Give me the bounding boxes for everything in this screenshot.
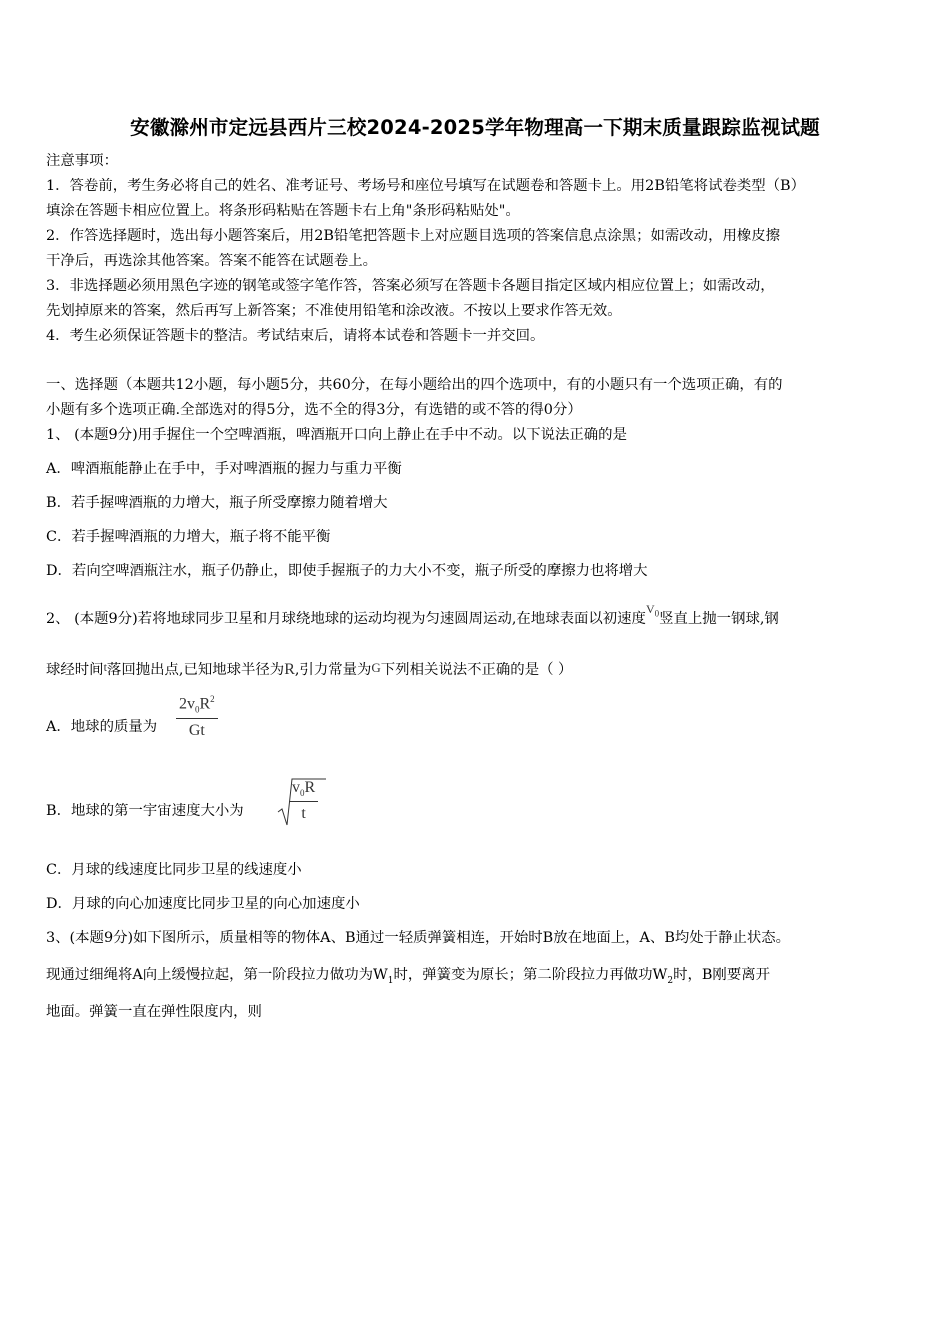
w2-subscript: 2 (667, 975, 674, 986)
g-symbol: G (371, 660, 381, 675)
numerator-r: R (199, 695, 211, 713)
notice-line: 1．答卷前，考生务必将自己的姓名、准考证号、考场号和座位号填写在试题卷和答题卡上。用2B铅笔将试卷类型（B） (46, 178, 805, 194)
q2-option-b: B．地球的第一宇宙速度大小为 (46, 803, 244, 819)
q3-stem-part: 时，B刚要离开 (673, 967, 770, 983)
q2-stem-part: 竖直上抛一钢球,钢 (659, 611, 779, 627)
fraction-denominator: t (289, 801, 318, 823)
q1-option-a: A．啤酒瓶能静止在手中，手对啤酒瓶的握力与重力平衡 (46, 461, 402, 477)
notice-heading: 注意事项： (46, 153, 118, 169)
notice-line: 4．考生必须保证答题卡的整洁。考试结束后，请将本试卷和答题卡一并交回。 (46, 328, 545, 344)
numerator-v: v (292, 779, 300, 796)
numerator-r: R (304, 779, 316, 796)
q3-stem-part: 现通过细绳将A向上缓慢拉起，第一阶段拉力做功为W (46, 967, 388, 983)
question-1-stem: 1、 (本题9分)用手握住一个空啤酒瓶，啤酒瓶开口向上静止在手中不动。以下说法正确的是 (46, 427, 627, 443)
v0-subscript: 0 (654, 608, 660, 619)
r-symbol: R (284, 661, 295, 678)
notice-line: 先划掉原来的答案，然后再写上新答案；不准使用铅笔和涂改液。不按以上要求作答无效。 (46, 303, 622, 319)
q2-stem-part: 落回抛出点,已知地球半径为 (106, 662, 285, 678)
v0-letter: V (645, 602, 655, 616)
question-3-stem-line3: 地面。弹簧一直在弹性限度内，则 (46, 1004, 262, 1020)
q2-stem-part: 球经时间 (46, 662, 104, 678)
section-heading-cont: 小题有多个选项正确.全部选对的得5分，选不全的得3分，有选错的或不答的得0分） (46, 402, 582, 418)
fraction-numerator (289, 779, 318, 801)
q3-stem-part: 时，弹簧变为原长；第二阶段拉力再做功W (393, 967, 668, 983)
question-3-stem: 3、(本题9分)如下图所示，质量相等的物体A、B通过一轻质弹簧相连，开始时B放在地面上，A、B均处于静止状态。 (46, 930, 791, 946)
notice-line: 3．非选择题必须用黑色字迹的钢笔或签字笔作答，答案必须写在答题卡各题目指定区域内相应位置上；如需改动， (46, 278, 775, 294)
page-title: 安徽滁州市定远县西片三校2024-2025学年物理高一下期末质量跟踪监视试题 (130, 116, 820, 139)
q1-option-c: C．若手握啤酒瓶的力增大，瓶子将不能平衡 (46, 529, 331, 545)
earth-mass-fraction (176, 694, 218, 740)
notice-line: 干净后，再选涂其他答案。答案不能答在试题卷上。 (46, 253, 377, 269)
t-symbol: t (103, 660, 107, 674)
exponent: 2 (210, 694, 215, 704)
question-3-stem-line2 (46, 967, 770, 987)
q2-stem-part: 下列相关说法不正确的是（ ） (380, 662, 573, 678)
q2-stem-part: 2、 (本题9分)若将地球同步卫星和月球绕地球的运动均视为匀速圆周运动,在地球表面以初速度 (46, 611, 646, 627)
notice-line: 填涂在答题卡相应位置上。将条形码粘贴在答题卡右上角"条形码粘贴处"。 (46, 203, 520, 219)
fraction-denominator: Gt (176, 718, 218, 740)
v0-symbol (645, 602, 660, 619)
v0-subscript: 0 (300, 788, 305, 799)
numerator-coef: 2v (179, 695, 195, 713)
q2-stem-part: ,引力常量为 (294, 662, 372, 678)
w1-subscript: 1 (387, 975, 394, 986)
fraction-numerator (176, 694, 218, 718)
q2-option-a: A．地球的质量为 (46, 719, 158, 735)
section-heading: 一、选择题（本题共12小题，每小题5分，共60分，在每小题给出的四个选项中，有的小题只有一个选项正确，有的 (46, 377, 783, 393)
question-2-stem (46, 602, 779, 629)
q1-option-b: B．若手握啤酒瓶的力增大，瓶子所受摩擦力随着增大 (46, 495, 388, 511)
q1-option-d: D．若向空啤酒瓶注水，瓶子仍静止，即使手握瓶子的力大小不变，瓶子所受的摩擦力也将增大 (46, 563, 648, 579)
q2-option-c: C．月球的线速度比同步卫星的线速度小 (46, 862, 302, 878)
notice-line: 2．作答选择题时，选出每小题答案后，用2B铅笔把答题卡上对应题目选项的答案信息点涂黑；如需改动，用橡皮擦 (46, 228, 781, 244)
question-2-stem-line2 (46, 660, 572, 679)
q2-option-d: D．月球的向心加速度比同步卫星的向心加速度小 (46, 896, 360, 912)
first-cosmic-velocity-fraction (289, 779, 318, 823)
v0-subscript: 0 (195, 704, 200, 715)
